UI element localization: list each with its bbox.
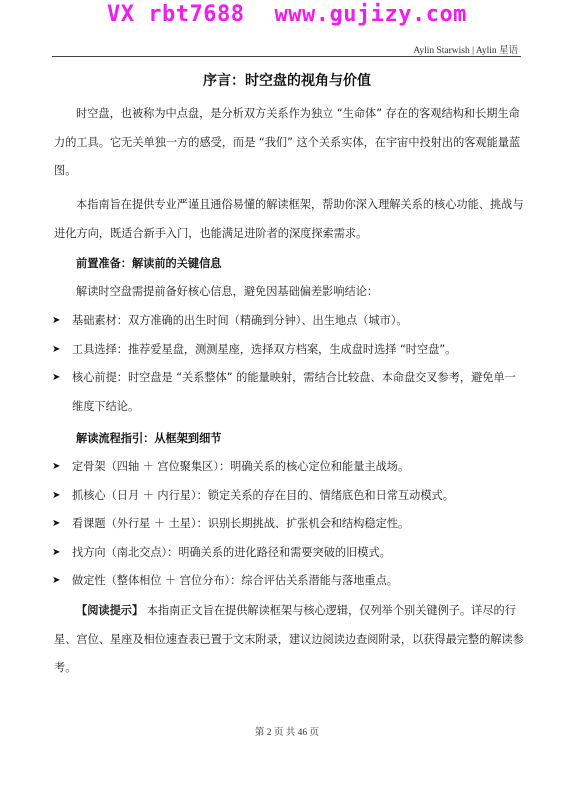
list-item	[52, 364, 524, 421]
preparation-list	[52, 307, 524, 421]
arrow-bullet-icon: ➤	[52, 343, 61, 355]
list-item-text: 找方向（南北交点）：明确关系的进化路径和需要突破的旧模式。	[72, 545, 391, 559]
list-item-text: 抓核心（日月 ＋ 内行星）：锁定关系的存在目的、情绪底色和日常互动模式。	[72, 488, 454, 502]
preparation-lead: 解读时空盘需提前备好核心信息，避免因基础偏差影响结论：	[76, 285, 379, 298]
arrow-bullet-icon: ➤	[52, 546, 61, 558]
arrow-bullet-icon: ➤	[52, 315, 61, 326]
reading-tip	[54, 597, 524, 683]
intro-paragraph-2: 本指南旨在提供专业严谨且通俗易懂的解读框架，帮助你深入理解关系的核心功能、挑战与进化方向，既适合新手入门，也能满足进阶者的深度探索需求。	[54, 198, 524, 240]
arrow-bullet-icon: ➤	[52, 372, 61, 383]
list-item	[52, 336, 524, 365]
reading-tip-text: 本指南正文旨在提供解读框架与核心逻辑，仅列举个别关键例子。详尽的行星、宫位、星座及相位速查表已置于文末附录，建议边阅读边查阅附录，以获得最完整的解读参考。	[54, 604, 524, 674]
list-item-text: 做定性（整体相位 ＋ 宫位分布）：综合评估关系潜能与落地重点。	[72, 574, 398, 587]
watermark	[0, 2, 574, 27]
arrow-bullet-icon: ➤	[52, 489, 61, 501]
list-item	[52, 482, 524, 511]
list-item-text: 基础素材：双方准确的出生时间（精确到分钟）、出生地点（城市）。	[72, 314, 408, 327]
list-item	[52, 510, 524, 539]
page-number: 第 2 页 共 46 页	[254, 728, 320, 738]
intro-paragraph-1: 时空盘，也被称为中点盘，是分析双方关系作为独立 “生命体” 存在的客观结构和长期生命力的工具。它无关单独一方的感受，而是 “我们” 这个关系实体，在宇宙中投射出的客观能量蓝图。	[54, 107, 521, 177]
list-item	[52, 539, 524, 568]
reading-tip-label: 【阅读提示】	[76, 604, 144, 617]
list-item-text: 定骨架（四轴 ＋ 宫位聚集区）：明确关系的核心定位和能量主战场。	[72, 460, 410, 473]
workflow-list	[52, 453, 524, 596]
arrow-bullet-icon: ➤	[52, 575, 61, 586]
list-item-text: 看课题（外行星 ＋ 土星）：识别长期挑战、扩张机会和结构稳定性。	[72, 517, 410, 530]
page-title: 序言：时空盘的视角与价值	[203, 73, 371, 89]
list-item-text: 工具选择：推荐爱星盘，测测星座，选择双方档案，生成盘时选择 “时空盘”。	[72, 342, 457, 356]
list-item	[52, 453, 524, 482]
list-item	[52, 567, 524, 596]
running-header: Aylin Starwish | Aylin 星语	[413, 46, 518, 56]
list-item	[52, 307, 524, 336]
watermark-url: www.gujizy.com	[274, 2, 467, 27]
arrow-bullet-icon: ➤	[52, 461, 61, 472]
section-heading-preparation: 前置准备：解读前的关键信息	[76, 257, 222, 270]
header-rule	[52, 56, 521, 57]
section-heading-workflow: 解读流程指引：从框架到细节	[76, 432, 222, 445]
arrow-bullet-icon: ➤	[52, 518, 61, 529]
list-item-text: 核心前提：时空盘是 “关系整体” 的能量映射，需结合比较盘、本命盘交叉参考，避免单一维度下结论。	[72, 371, 516, 413]
watermark-contact: VX rbt7688	[107, 2, 245, 27]
